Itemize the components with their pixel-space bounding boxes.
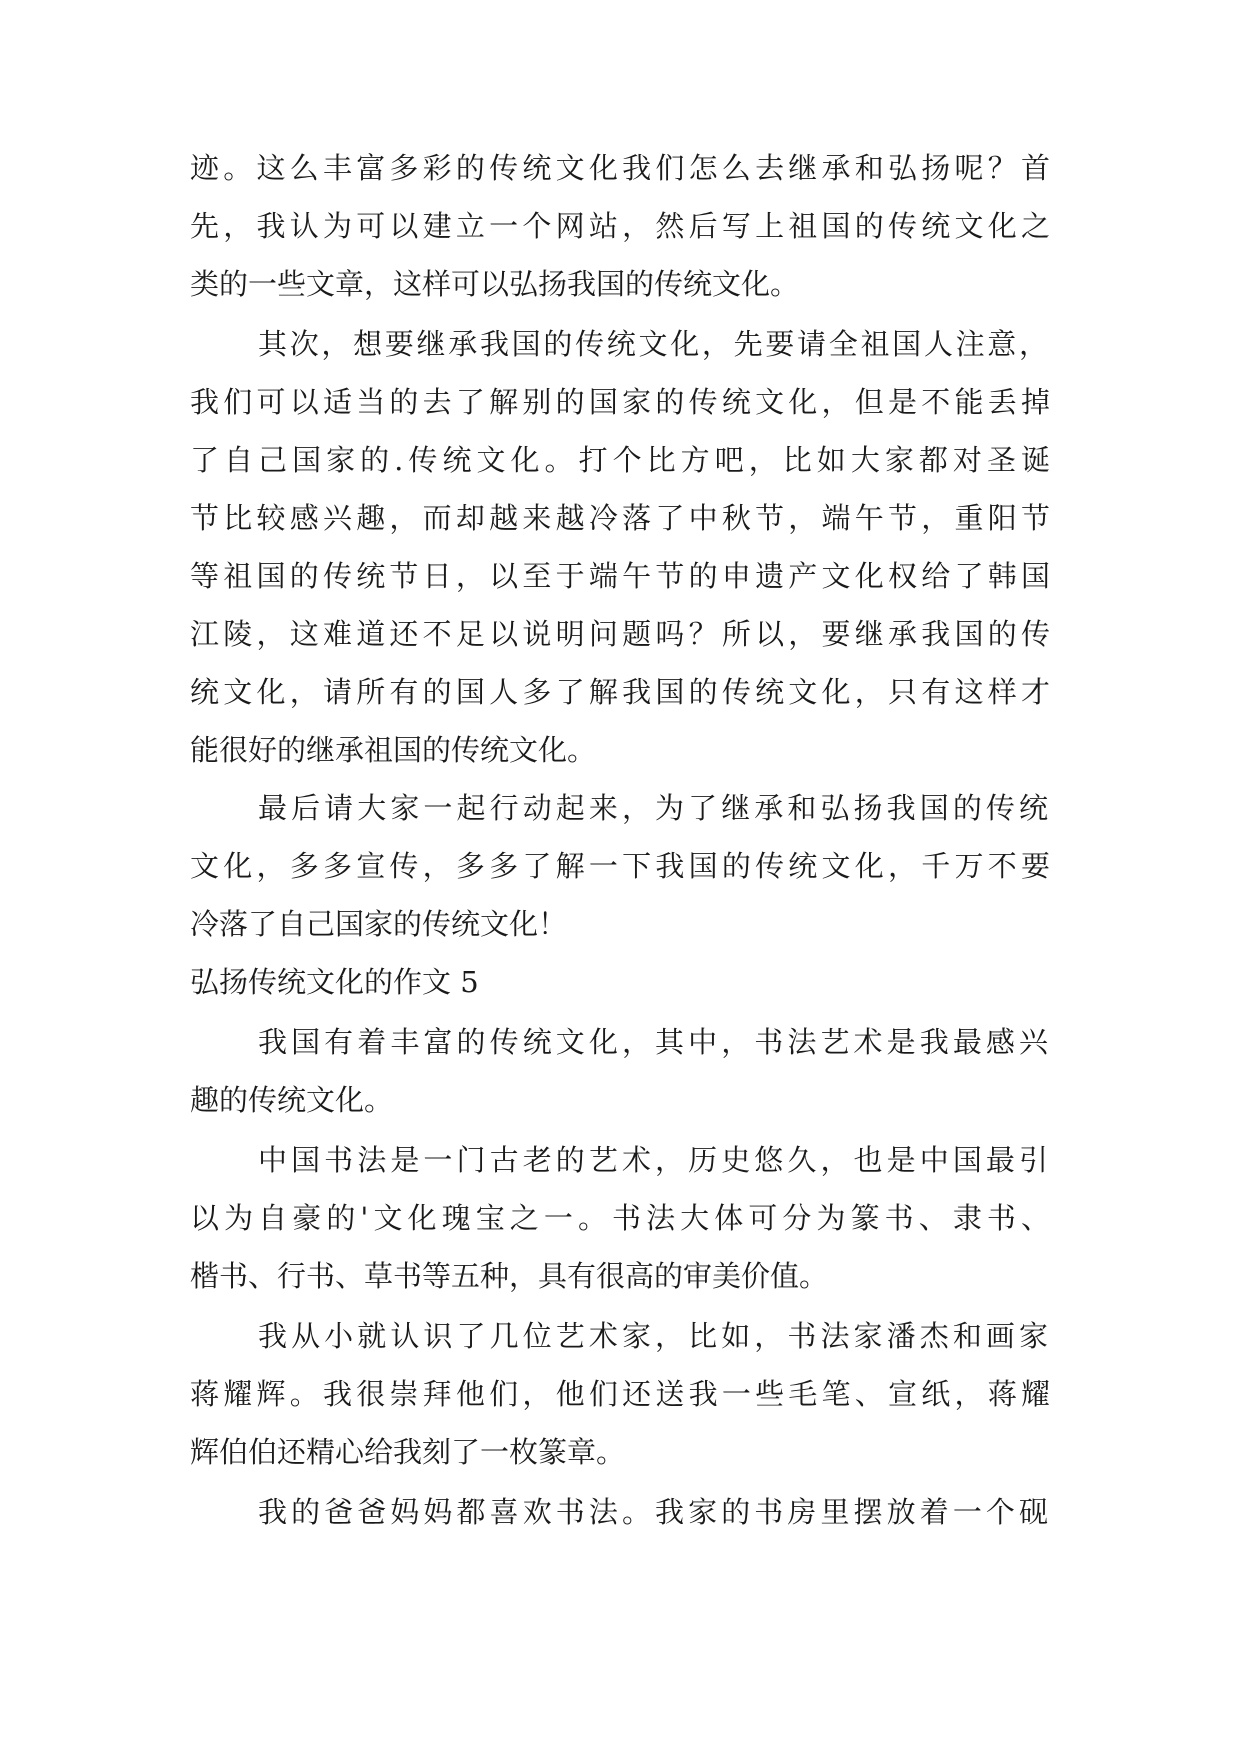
paragraph-line: 冷落了自己国家的传统文化！ (190, 907, 568, 941)
paragraph-line: 趣的传统文化。 (190, 1083, 394, 1117)
paragraph-line: 等祖国的传统节日，以至于端午节的申遗产文化权给了韩国 (190, 559, 1050, 593)
paragraph-line: 了自己国家的.传统文化。打个比方吧，比如大家都对圣诞 (190, 443, 1050, 477)
paragraph-line: 蒋耀辉。我很崇拜他们，他们还送我一些毛笔、宣纸，蒋耀 (190, 1377, 1050, 1411)
paragraph-line: 江陵，这难道还不足以说明问题吗？所以，要继承我国的传 (190, 617, 1050, 651)
paragraph-first-line: 中国书法是一门古老的艺术，历史悠久，也是中国最引 (258, 1143, 1048, 1177)
section-heading: 弘扬传统文化的作文 5 (190, 965, 479, 999)
paragraph-line: 先，我认为可以建立一个网站，然后写上祖国的传统文化之 (190, 209, 1050, 243)
paragraph-line: 我们可以适当的去了解别的国家的传统文化，但是不能丢掉 (190, 385, 1050, 419)
paragraph-line: 以为自豪的'文化瑰宝之一。书法大体可分为篆书、隶书、 (190, 1201, 1050, 1235)
paragraph-line: 统文化，请所有的国人多了解我国的传统文化，只有这样才 (190, 675, 1050, 709)
paragraph-line: 迹。这么丰富多彩的传统文化我们怎么去继承和弘扬呢？首 (190, 151, 1050, 185)
paragraph-line: 能很好的继承祖国的传统文化。 (190, 733, 597, 767)
paragraph-line: 辉伯伯还精心给我刻了一枚篆章。 (190, 1435, 626, 1469)
paragraph-first-line: 其次，想要继承我国的传统文化，先要请全祖国人注意， (258, 327, 1048, 361)
paragraph-line: 楷书、行书、草书等五种，具有很高的审美价值。 (190, 1259, 829, 1293)
paragraph-first-line: 最后请大家一起行动起来，为了继承和弘扬我国的传统 (258, 791, 1048, 825)
paragraph-first-line: 我的爸爸妈妈都喜欢书法。我家的书房里摆放着一个砚 (258, 1495, 1048, 1529)
paragraph-first-line: 我从小就认识了几位艺术家，比如，书法家潘杰和画家 (258, 1319, 1048, 1353)
paragraph-first-line: 我国有着丰富的传统文化，其中，书法艺术是我最感兴 (258, 1025, 1048, 1059)
paragraph-line: 文化，多多宣传，多多了解一下我国的传统文化，千万不要 (190, 849, 1050, 883)
paragraph-line: 类的一些文章，这样可以弘扬我国的传统文化。 (190, 267, 800, 301)
paragraph-line: 节比较感兴趣，而却越来越冷落了中秋节，端午节，重阳节 (190, 501, 1050, 535)
